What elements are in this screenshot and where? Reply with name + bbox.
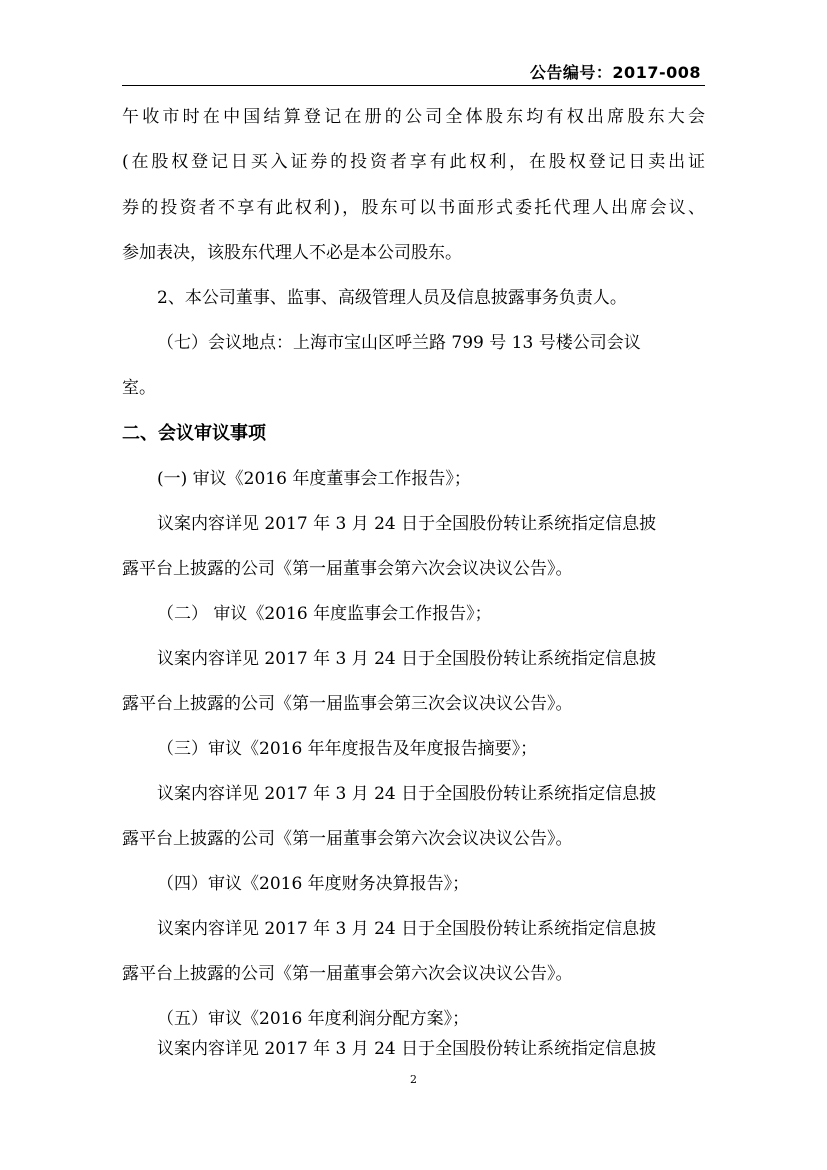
section-heading: 二、会议审议事项 — [122, 423, 266, 444]
header-divider — [122, 85, 705, 86]
item-title: （三）审议《2016 年年度报告及年度报告摘要》； — [157, 739, 538, 759]
item-detail: 议案内容详见 2017 年 3 月 24 日于全国股份转让系统指定信息披 — [157, 919, 657, 939]
item-detail: 露平台上披露的公司《第一届董事会第六次会议决议公告》。 — [122, 829, 573, 849]
item-detail: 议案内容详见 2017 年 3 月 24 日于全国股份转让系统指定信息披 — [157, 649, 657, 669]
item-detail: 露平台上披露的公司《第一届董事会第六次会议决议公告》。 — [122, 964, 573, 984]
item-title: （四）审议《2016 年度财务决算报告》； — [157, 874, 470, 894]
item-detail: 露平台上披露的公司《第一届监事会第三次会议决议公告》。 — [122, 694, 573, 714]
item-detail: 露平台上披露的公司《第一届董事会第六次会议决议公告》。 — [122, 559, 573, 579]
announcement-number: 公告编号：2017-008 — [529, 63, 701, 82]
item-title: （二） 审议《2016 年度监事会工作报告》； — [157, 604, 492, 624]
paragraph-line: 参加表决，该股东代理人不必是本公司股东。 — [122, 243, 462, 263]
paragraph-line: (在股权登记日买入证券的投资者享有此权利，在股权登记日卖出证 — [122, 152, 705, 172]
item-title: （五）审议《2016 年度利润分配方案》； — [157, 1009, 470, 1029]
item-detail: 议案内容详见 2017 年 3 月 24 日于全国股份转让系统指定信息披 — [157, 514, 657, 534]
paragraph-line: （七）会议地点：上海市宝山区呼兰路 799 号 13 号楼公司会议 — [157, 333, 641, 353]
item-detail: 议案内容详见 2017 年 3 月 24 日于全国股份转让系统指定信息披 — [157, 784, 657, 804]
item-detail: 议案内容详见 2017 年 3 月 24 日于全国股份转让系统指定信息披 — [157, 1039, 657, 1059]
item-title: (一) 审议《2016 年度董事会工作报告》； — [157, 469, 471, 489]
paragraph-line: 室。 — [122, 378, 156, 398]
page-number: 2 — [410, 1073, 417, 1086]
paragraph-line: 午收市时在中国结算登记在册的公司全体股东均有权出席股东大会 — [122, 107, 705, 127]
paragraph-line: 2、本公司董事、监事、高级管理人员及信息披露事务负责人。 — [157, 288, 627, 308]
paragraph-line: 券的投资者不享有此权利)，股东可以书面形式委托代理人出席会议、 — [122, 198, 705, 218]
